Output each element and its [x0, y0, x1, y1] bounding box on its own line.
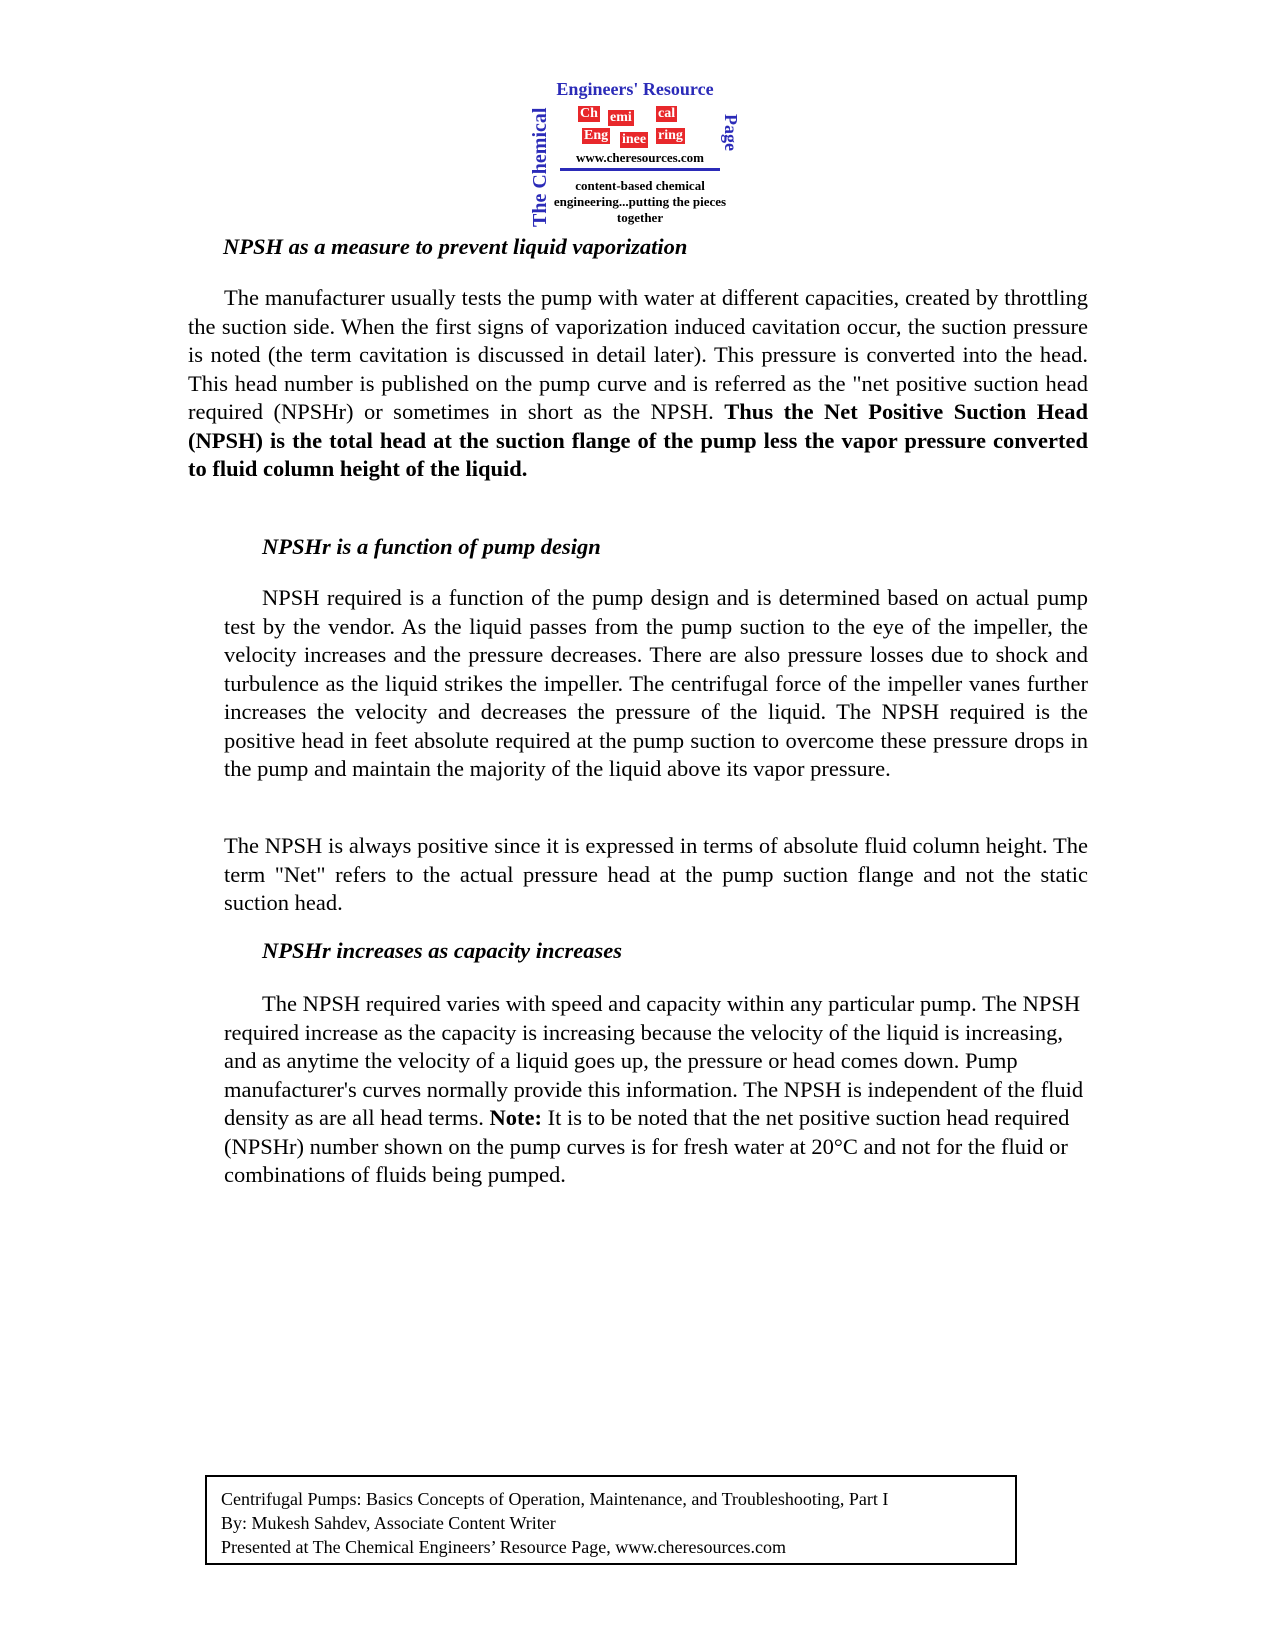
logo-block: cal	[658, 106, 676, 121]
page-title: NPSH as a measure to prevent liquid vaporization	[223, 234, 688, 259]
logo-block: Eng	[584, 128, 609, 143]
logo-tagline: content-based chemical engineering...putting the pieces together	[553, 178, 727, 225]
site-logo	[530, 78, 740, 238]
paragraph-pump-design: NPSH required is a function of the pump design and is determined based on actual pump test by the vendor. As the liquid passes from the pump suction to the eye of the impeller, the velocity increases and the pressure decreases. There are also pressure losses due to shock and turbulence as the liquid strikes the impeller. The centrifugal force of the impeller vanes further increases the velocity and decreases the pressure of the liquid. The NPSH required is the positive head in feet absolute required at the pump suction to overcome these pressure drops in the pump and maintain the majority of the liquid above its vapor pressure.	[224, 585, 1088, 781]
paragraph-npsh-definition	[188, 284, 1088, 484]
footer-line: By: Mukesh Sahdev, Associate Content Writer	[221, 1513, 556, 1533]
paragraph-npsh-positive: The NPSH is always positive since it is expressed in terms of absolute fluid column height. The term "Net" refers to the actual pressure head at the pump suction flange and not the static suction head.	[224, 833, 1088, 915]
paragraph-capacity	[224, 990, 1094, 1190]
subheading-pump-design: NPSHr is a function of pump design	[262, 534, 601, 559]
footer-line: Presented at The Chemical Engineers’ Resource Page, www.cheresources.com	[221, 1537, 786, 1557]
footer-citation-box	[205, 1475, 1017, 1565]
note-label: Note:	[489, 1105, 543, 1130]
paragraph-text: It is to be noted that the net positive suction head required (NPSHr) number shown on the pump curves is for fresh water at 20°C and not for the fluid or combinations of fluids being pumped.	[224, 1105, 1070, 1187]
footer-line: Centrifugal Pumps: Basics Concepts of Operation, Maintenance, and Troubleshooting, Part I	[221, 1489, 889, 1509]
logo-block: Ch	[580, 106, 598, 121]
logo-left-vertical-text: The Chemical	[529, 107, 551, 227]
bold-definition: Thus the Net Positive Suction Head (NPSH) is the total head at the suction flange of the pump less the vapor pressure converted to fluid column height of the liquid.	[188, 399, 1089, 481]
logo-block: ring	[658, 128, 683, 143]
subheading-capacity: NPSHr increases as capacity increases	[262, 938, 622, 963]
logo-blocks	[578, 106, 698, 148]
logo-top-text: Engineers' Resource	[556, 79, 714, 99]
logo-url: www.cheresources.com	[560, 150, 720, 171]
logo-block: emi	[610, 110, 632, 125]
paragraph-text: The manufacturer usually tests the pump with water at different capacities, created by throttling the suction side. When the first signs of vaporization induced cavitation occur, the suction pressure is noted (the term cavitation is discussed in detail later). This pressure is converted into the head. This head number is published on the pump curve and is referred as the "net positive suction head required (NPSHr) or sometimes in short as the NPSH.	[188, 285, 1088, 424]
logo-right-vertical-text: Page	[721, 113, 741, 151]
logo-block: inee	[622, 132, 647, 147]
paragraph-text: The NPSH required varies with speed and capacity within any particular pump. The NPSH required increase as the capacity is increasing because the velocity of the liquid is increasing, and as anytime the velocity of a liquid goes up, the pressure or head comes down. Pump manufacturer's curves normally provide this information. The NPSH is independent of the fluid density as are all head terms.	[224, 991, 1084, 1130]
